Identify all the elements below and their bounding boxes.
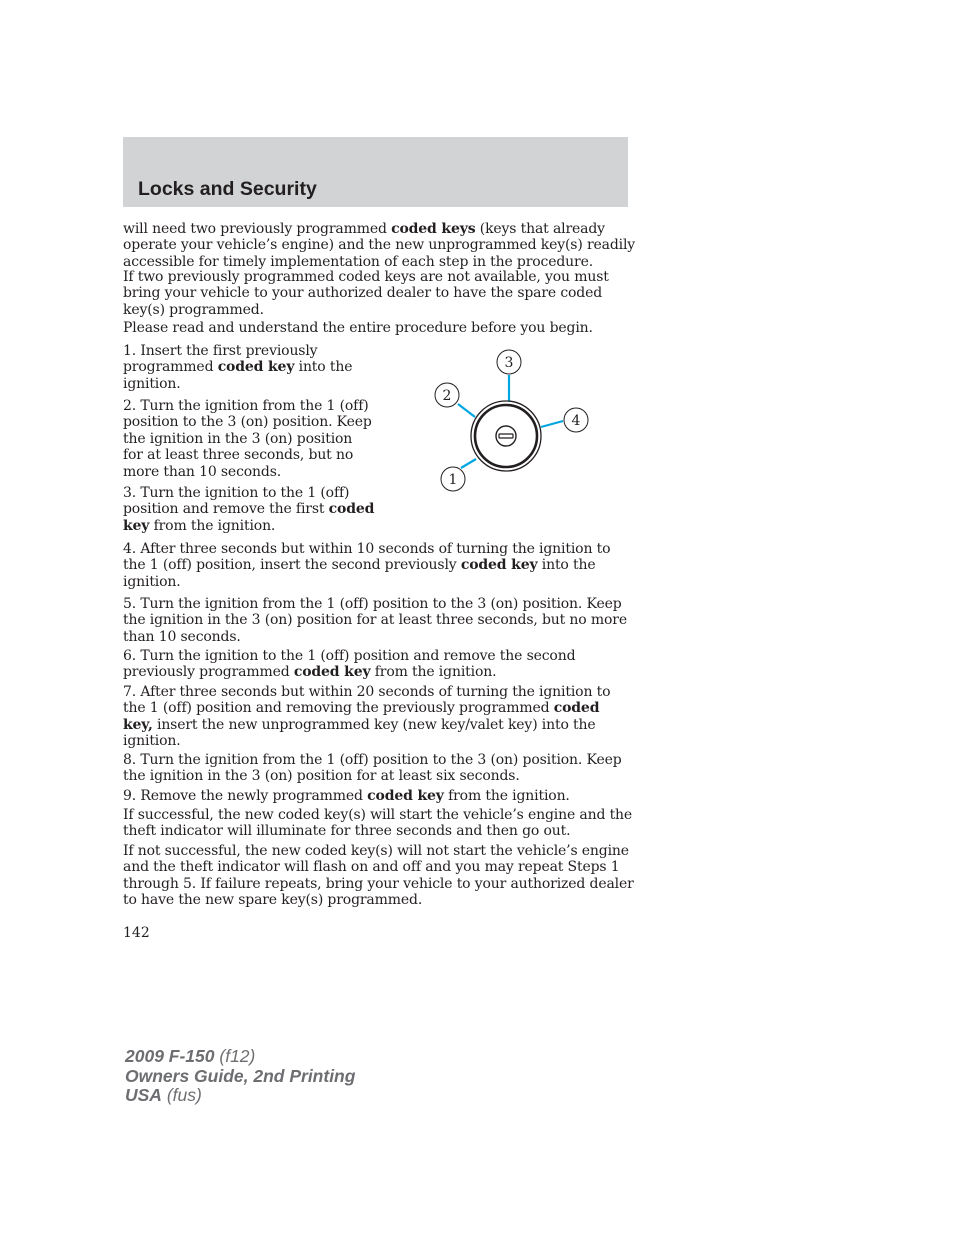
intro-paragraph-2 — [123, 269, 609, 318]
text: insert the new unprogrammed key (new key/valet key) into the — [152, 716, 596, 733]
bold-term: coded — [328, 501, 375, 518]
text: If two previously programmed coded keys are not available, you must — [123, 269, 609, 285]
text: ignition. — [123, 375, 181, 392]
position-1-label: 1 — [448, 472, 458, 488]
text: position to the 3 (on) position. Keep — [123, 414, 372, 431]
step-4 — [123, 541, 610, 590]
step-7 — [123, 684, 610, 750]
text: from the ignition. — [149, 517, 276, 534]
text: 3. Turn the ignition to the 1 (off) — [123, 485, 350, 501]
text: to have the new spare key(s) programmed. — [123, 892, 423, 909]
bold-term: key — [123, 517, 150, 534]
footer-model-code: (f12) — [214, 1046, 256, 1066]
ignition-diagram — [428, 344, 598, 500]
text: into the — [537, 557, 596, 574]
bold-term: coded keys — [391, 221, 476, 237]
text: accessible for timely implementation of each step in the procedure. — [123, 253, 594, 270]
text: more than 10 seconds. — [123, 463, 282, 480]
failure-paragraph — [123, 843, 634, 909]
text: ignition. — [123, 573, 181, 590]
text: ignition. — [123, 733, 181, 750]
text: position and remove the first — [123, 501, 329, 518]
text: for at least three seconds, but no — [123, 447, 354, 464]
step-9 — [123, 788, 570, 804]
text: 7. After three seconds but within 20 seconds of turning the ignition to — [123, 684, 611, 700]
text: 2. Turn the ignition from the 1 (off) — [123, 398, 369, 414]
text: the 1 (off) position and removing the previously programmed — [123, 700, 554, 717]
step-8 — [123, 752, 622, 785]
footer-market-code: (fus) — [161, 1085, 202, 1105]
document-footer — [125, 1047, 355, 1106]
text: Please read and understand the entire procedure before you begin. — [123, 320, 593, 336]
success-paragraph — [123, 807, 632, 840]
text: If successful, the new coded key(s) will start the vehicle’s engine and the — [123, 807, 633, 823]
step-5 — [123, 596, 627, 645]
text: the 1 (off) position, insert the second previously — [123, 557, 461, 574]
text: and the theft indicator will flash on and off and you may repeat Steps 1 — [123, 859, 620, 876]
leader-line-4 — [541, 421, 563, 427]
position-4-label: 4 — [571, 413, 581, 429]
text: the ignition in the 3 (on) position — [123, 430, 353, 447]
text: into the — [294, 359, 353, 376]
intro-paragraph-3 — [123, 320, 593, 336]
section-title: Locks and Security — [138, 178, 317, 200]
text: theft indicator will illuminate for three seconds and then go out. — [123, 823, 571, 840]
bold-term: coded key — [217, 359, 295, 376]
bold-term: coded — [553, 700, 600, 717]
text: programmed — [123, 359, 218, 376]
text: 5. Turn the ignition from the 1 (off) position to the 3 (on) position. Keep — [123, 596, 622, 612]
text: through 5. If failure repeats, bring your vehicle to your authorized dealer — [123, 875, 634, 892]
bold-term: coded key — [293, 664, 371, 681]
text: previously programmed — [123, 664, 294, 681]
text: 4. After three seconds but within 10 seconds of turning the ignition to — [123, 541, 611, 557]
leader-line-1 — [461, 459, 476, 468]
footer-edition: Owners Guide, 2nd Printing — [125, 1065, 356, 1086]
step-6 — [123, 648, 575, 681]
text: the ignition in the 3 (on) position for at least six seconds. — [123, 768, 520, 785]
text: from the ignition. — [370, 664, 497, 681]
key-slot — [499, 434, 513, 438]
section-header-band — [123, 137, 628, 207]
bold-term: coded key — [460, 557, 538, 574]
bold-term: key, — [123, 716, 153, 733]
text: from the ignition. — [443, 788, 570, 804]
text: 6. Turn the ignition to the 1 (off) position and remove the second — [123, 648, 576, 664]
text: operate your vehicle’s engine) and the new unprogrammed key(s) readily — [123, 237, 636, 254]
step-1 — [123, 343, 352, 392]
text: bring your vehicle to your authorized dealer to have the spare coded — [123, 285, 603, 302]
text: 1. Insert the first previously — [123, 343, 318, 359]
step-2 — [123, 398, 372, 480]
text: 9. Remove the newly programmed — [123, 788, 368, 804]
leader-line-2 — [458, 404, 475, 417]
text: will need two previously programmed — [123, 221, 392, 237]
page-number: 142 — [123, 925, 150, 941]
text: key(s) programmed. — [123, 301, 264, 318]
text: If not successful, the new coded key(s) will not start the vehicle’s engine — [123, 843, 629, 859]
position-2-label: 2 — [442, 388, 452, 404]
footer-market: USA — [125, 1085, 162, 1105]
intro-paragraph-1 — [123, 221, 635, 270]
text: 8. Turn the ignition from the 1 (off) position to the 3 (on) position. Keep — [123, 752, 622, 768]
bold-term: coded key — [367, 788, 444, 804]
position-3-label: 3 — [504, 355, 514, 371]
text: than 10 seconds. — [123, 628, 241, 645]
text: (keys that already — [475, 221, 605, 237]
text: the ignition in the 3 (on) position for at least three seconds, but no more — [123, 612, 627, 629]
footer-model: 2009 F-150 — [125, 1046, 215, 1066]
step-3 — [123, 485, 374, 534]
